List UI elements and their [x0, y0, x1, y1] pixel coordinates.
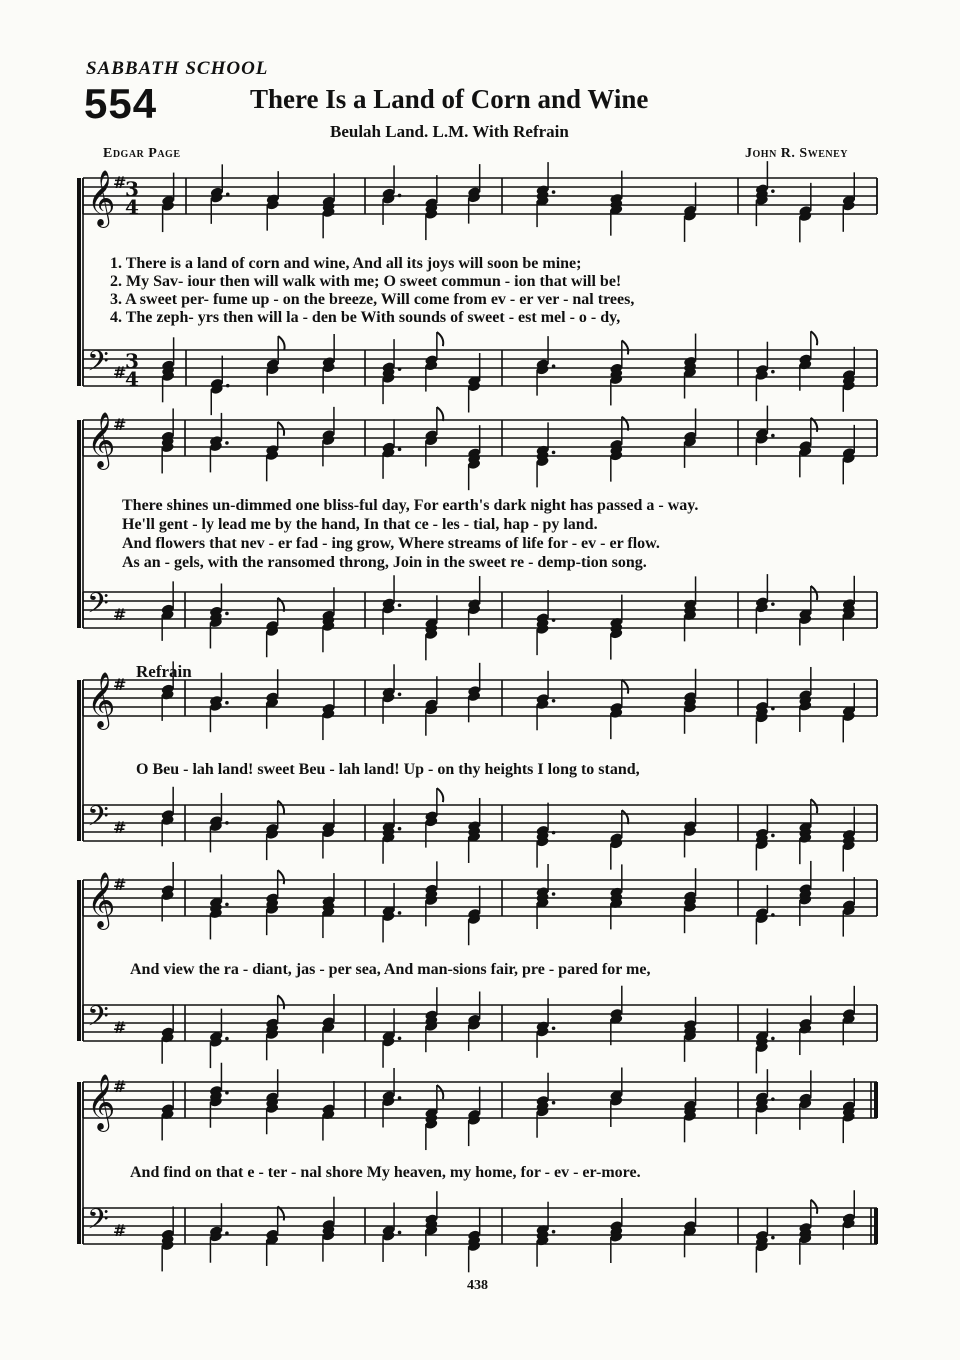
dot: [225, 821, 229, 825]
sharp-icon: #: [113, 818, 127, 837]
note-flag: [622, 340, 628, 354]
dot: [771, 834, 775, 838]
sharp-icon: #: [113, 675, 127, 694]
note-flag: [622, 810, 628, 824]
composer-credit: John R. Sweney: [745, 146, 848, 161]
dot: [552, 364, 556, 368]
dot: [225, 903, 229, 907]
dot: [225, 701, 229, 705]
dot: [771, 434, 775, 438]
dot: [225, 1091, 229, 1095]
note-flag: [437, 788, 443, 802]
dot: [552, 618, 556, 622]
treble-clef-icon: 𝄞: [87, 872, 116, 928]
note-flag: [278, 336, 284, 350]
dot: [552, 892, 556, 896]
system-bracket: [77, 178, 81, 386]
dot: [398, 911, 402, 915]
section-heading: SABBATH SCHOOL: [86, 58, 269, 79]
note-flag: [437, 1085, 443, 1099]
bass-clef-icon: 𝄢: [87, 345, 109, 385]
bass-clef-icon: 𝄢: [87, 1203, 109, 1243]
note-flag: [278, 801, 284, 815]
dot: [552, 1026, 556, 1030]
verse-1-line: There shines un-dimmed one bliss-ful day, For earth's dark night has passed a - way.: [122, 497, 699, 514]
refrain-line: And view the ra - diant, jas - per sea, And man-sions fair, pre - pared for me,: [130, 961, 651, 978]
sharp-icon: #: [113, 173, 127, 192]
bass-clef-icon: 𝄢: [87, 800, 109, 840]
time-signature: 4: [125, 367, 139, 391]
dot: [398, 692, 402, 696]
sharp-icon: #: [113, 1221, 127, 1240]
dot: [552, 1101, 556, 1105]
verse-4-line: 4. The zeph- yrs then will la - den be With sounds of sweet - est mel - o - dy,: [110, 309, 621, 326]
verse-1-line: 1. There is a land of corn and wine, And all its joys will soon be mine;: [110, 255, 582, 272]
dot: [771, 1037, 775, 1041]
dot: [771, 707, 775, 711]
lyricist-credit: Edgar Page: [103, 146, 181, 161]
dot: [398, 448, 402, 452]
note-flag: [622, 680, 628, 694]
dot: [225, 612, 229, 616]
tune-subtitle: Beulah Land. L.M. With Refrain: [330, 122, 569, 141]
bass-clef-icon: 𝄢: [87, 587, 109, 627]
verse-3-line: And flowers that nev - er fad - ing grow, Where streams of life for - ev - er flow.: [122, 535, 660, 552]
page-number: 438: [467, 1278, 488, 1293]
dot: [552, 1230, 556, 1234]
dot: [225, 1231, 229, 1235]
treble-clef-icon: 𝄞: [87, 672, 116, 728]
dot: [771, 1097, 775, 1101]
dot: [552, 190, 556, 194]
sharp-icon: #: [113, 415, 127, 434]
dot: [398, 1096, 402, 1100]
refrain-line: O Beu - lah land! sweet Beu - lah land! Up - on thy heights I long to stand,: [136, 761, 640, 778]
refrain-label: Refrain: [136, 662, 192, 681]
treble-clef-icon: 𝄞: [87, 1074, 116, 1130]
sharp-icon: #: [113, 363, 127, 382]
dot: [771, 602, 775, 606]
note-flag: [811, 1200, 817, 1214]
time-signature: 3: [125, 349, 139, 373]
system-bracket: [77, 880, 81, 1041]
dot: [398, 1231, 402, 1235]
note-flag: [437, 332, 443, 346]
treble-clef-icon: 𝄞: [87, 412, 116, 468]
sharp-icon: #: [113, 875, 127, 894]
refrain-line: And find on that e - ter - nal shore My heaven, my home, for - ev - er-more.: [130, 1164, 641, 1181]
hymn-title: There Is a Land of Corn and Wine: [250, 84, 649, 114]
time-signature: 3: [125, 177, 139, 201]
dot: [552, 451, 556, 455]
sharp-icon: #: [113, 1077, 127, 1096]
verse-3-line: 3. A sweet per- fume up - on the breeze, Will come from ev - er ver - nal trees,: [110, 291, 635, 308]
bass-clef-icon: 𝄢: [87, 1000, 109, 1040]
dot: [552, 699, 556, 703]
dot: [226, 384, 230, 388]
sharp-icon: #: [113, 605, 127, 624]
dot: [771, 189, 775, 193]
dot: [225, 441, 229, 445]
verse-2-line: 2. My Sav- iour then will walk with me; O sweet commun - ion that will be!: [110, 273, 622, 290]
dot: [552, 831, 556, 835]
dot: [398, 1036, 402, 1040]
note-flag: [811, 586, 817, 600]
note-flag: [811, 799, 817, 813]
final-barline: [874, 1208, 878, 1244]
note-flag: [437, 407, 443, 421]
dot: [398, 603, 402, 607]
dot: [771, 913, 775, 917]
note-flag: [278, 995, 284, 1009]
system-bracket: [77, 420, 81, 628]
dot: [398, 194, 402, 198]
dot: [226, 193, 230, 197]
dot: [398, 827, 402, 831]
hymn-number: 554: [84, 80, 158, 127]
final-barline: [874, 1082, 878, 1118]
verse-2-line: He'll gent - ly lead me by the hand, In that ce - les - tial, hap - py land.: [122, 516, 598, 533]
system-bracket: [77, 680, 81, 841]
note-flag: [278, 870, 284, 884]
dot: [771, 1236, 775, 1240]
time-signature: 4: [125, 195, 139, 219]
verse-4-line: As an - gels, with the ransomed throng, Join in the sweet re - demp-tion song.: [122, 554, 647, 571]
system-bracket: [77, 1082, 81, 1244]
dot: [225, 1037, 229, 1041]
note-flag: [811, 331, 817, 345]
sharp-icon: #: [113, 1018, 127, 1037]
dot: [398, 367, 402, 371]
treble-clef-icon: 𝄞: [87, 170, 116, 226]
dot: [771, 370, 775, 374]
